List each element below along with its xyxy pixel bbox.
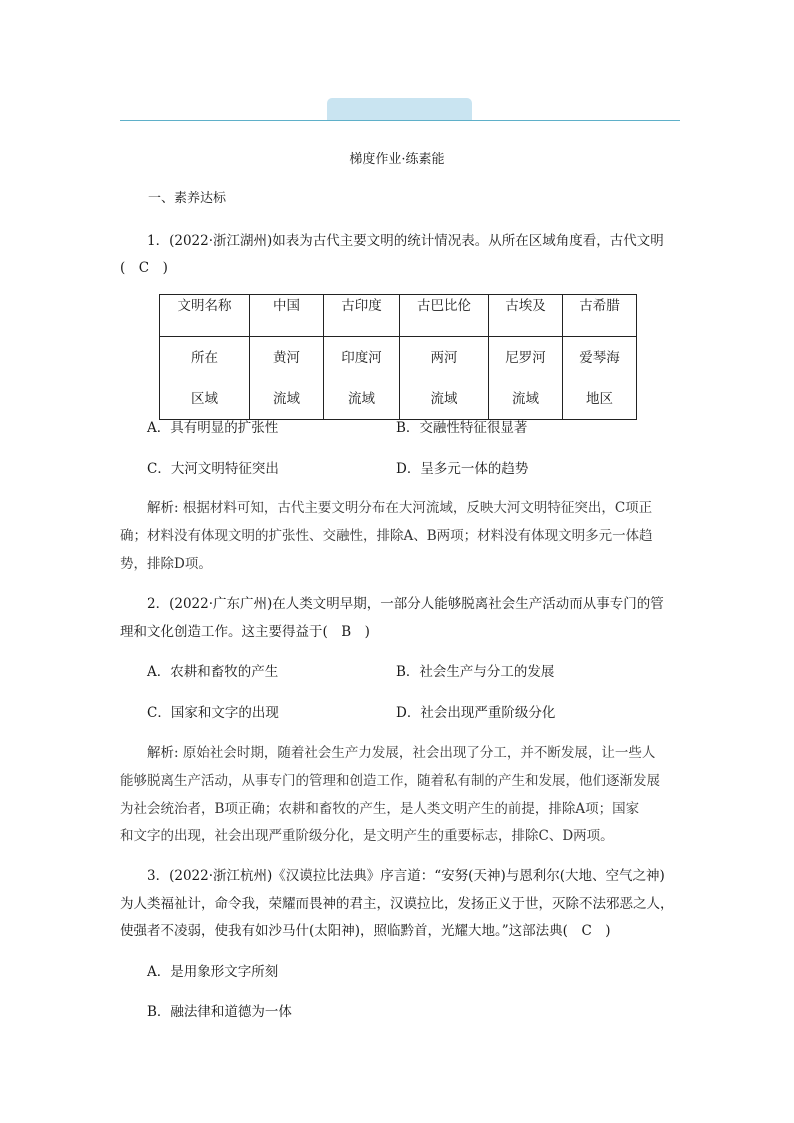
cell-line: 尼罗河 xyxy=(505,350,546,366)
q1-analysis-line3: 势，排除D项。 xyxy=(120,556,212,572)
q3-stem-line1: 3．(2022·浙江杭州)《汉谟拉比法典》序言道：“安努(天神)与恩利尔(大地、空气之神) xyxy=(147,868,665,884)
cell-line: 流域 xyxy=(273,391,300,407)
q2-option-b: B．社会生产与分工的发展 xyxy=(396,664,555,680)
q2-analysis-line1 xyxy=(147,743,655,763)
header-tab xyxy=(327,98,472,120)
table-cell xyxy=(489,337,563,420)
q1-option-c: C．大河文明特征突出 xyxy=(147,461,279,477)
table-header-row xyxy=(160,295,637,337)
cell-line: 所在 xyxy=(191,350,218,366)
q1-analysis-line2: 确；材料没有体现文明的扩张性、交融性，排除A、B两项；材料没有体现文明多元一体趋 xyxy=(120,528,653,544)
q1-option-d: D．呈多元一体的趋势 xyxy=(396,461,529,477)
q2-option-c: C．国家和文字的出现 xyxy=(147,705,279,721)
cell-line: 地区 xyxy=(586,391,613,407)
analysis-text: : 根据材料可知，古代主要文明分布在大河流域，反映大河文明特征突出，C项正 xyxy=(174,500,653,516)
table-header-cell: 古希腊 xyxy=(563,295,637,337)
page-title: 梯度作业·练素能 xyxy=(349,152,445,167)
table-cell xyxy=(400,337,489,420)
q3-option-a: A．是用象形文字所刻 xyxy=(147,964,279,980)
q2-option-a: A．农耕和畜牧的产生 xyxy=(147,664,279,680)
q2-analysis-line2: 能够脱离生产活动，从事专门的管理和创造工作，随着私有制的产生和发展，他们逐渐发展 xyxy=(120,773,660,789)
table-header-cell: 古埃及 xyxy=(489,295,563,337)
table-row xyxy=(160,337,637,420)
q1-stem-line1: 1．(2022·浙江湖州)如表为古代主要文明的统计情况表。从所在区域角度看，古代文明 xyxy=(147,233,664,249)
table-cell xyxy=(324,337,400,420)
cell-line: 流域 xyxy=(348,391,375,407)
analysis-label: 解析 xyxy=(147,500,174,516)
table-header-cell: 古印度 xyxy=(324,295,400,337)
table-cell xyxy=(160,337,250,420)
table-header-cell: 古巴比伦 xyxy=(400,295,489,337)
q2-analysis-line4: 和文字的出现，社会出现严重阶级分化，是文明产生的重要标志，排除C、D两项。 xyxy=(120,828,614,844)
cell-line: 区域 xyxy=(191,391,218,407)
q2-stem-line2: 理和文化创造工作。这主要得益于( B ) xyxy=(120,624,370,640)
q1-option-b: B．交融性特征很显著 xyxy=(396,420,528,436)
table-header-cell: 中国 xyxy=(250,295,324,337)
q3-stem-line3: 使强者不凌弱，使我有如沙马什(太阳神)，照临黔首，光耀大地。”这部法典( C ) xyxy=(120,923,611,939)
section-heading: 一、素养达标 xyxy=(148,191,227,206)
analysis-label: 解析 xyxy=(147,745,174,761)
q2-option-d: D．社会出现严重阶级分化 xyxy=(396,705,556,721)
analysis-text: : 原始社会时期，随着社会生产力发展，社会出现了分工，并不断发展，让一些人 xyxy=(174,745,656,761)
table-header-cell: 文明名称 xyxy=(160,295,250,337)
q1-answer: ( C ) xyxy=(120,260,168,276)
q1-option-a: A．具有明显的扩张性 xyxy=(147,420,279,436)
cell-line: 流域 xyxy=(430,391,458,407)
q1-analysis-line1 xyxy=(147,498,652,518)
table-cell xyxy=(563,337,637,420)
q2-stem-line1: 2．(2022·广东广州)在人类文明早期，一部分人能够脱离社会生产活动而从事专门的管 xyxy=(147,596,664,612)
cell-line: 流域 xyxy=(512,391,539,407)
q3-option-b: B．融法律和道德为一体 xyxy=(147,1004,292,1020)
cell-line: 两河 xyxy=(430,350,458,366)
header-rule xyxy=(120,120,680,121)
civilization-table xyxy=(159,294,637,420)
cell-line: 爱琴海 xyxy=(579,350,620,366)
q3-stem-line2: 为人类福祉计，命令我，荣耀而畏神的君主，汉谟拉比，发扬正义于世，灭除不法邪恶之人， xyxy=(120,896,674,912)
table-cell xyxy=(250,337,324,420)
cell-line: 印度河 xyxy=(341,350,382,366)
q2-analysis-line3: 为社会统治者，B项正确；农耕和畜牧的产生，是人类文明产生的前提，排除A项；国家 xyxy=(120,801,640,817)
cell-line: 黄河 xyxy=(273,350,300,366)
